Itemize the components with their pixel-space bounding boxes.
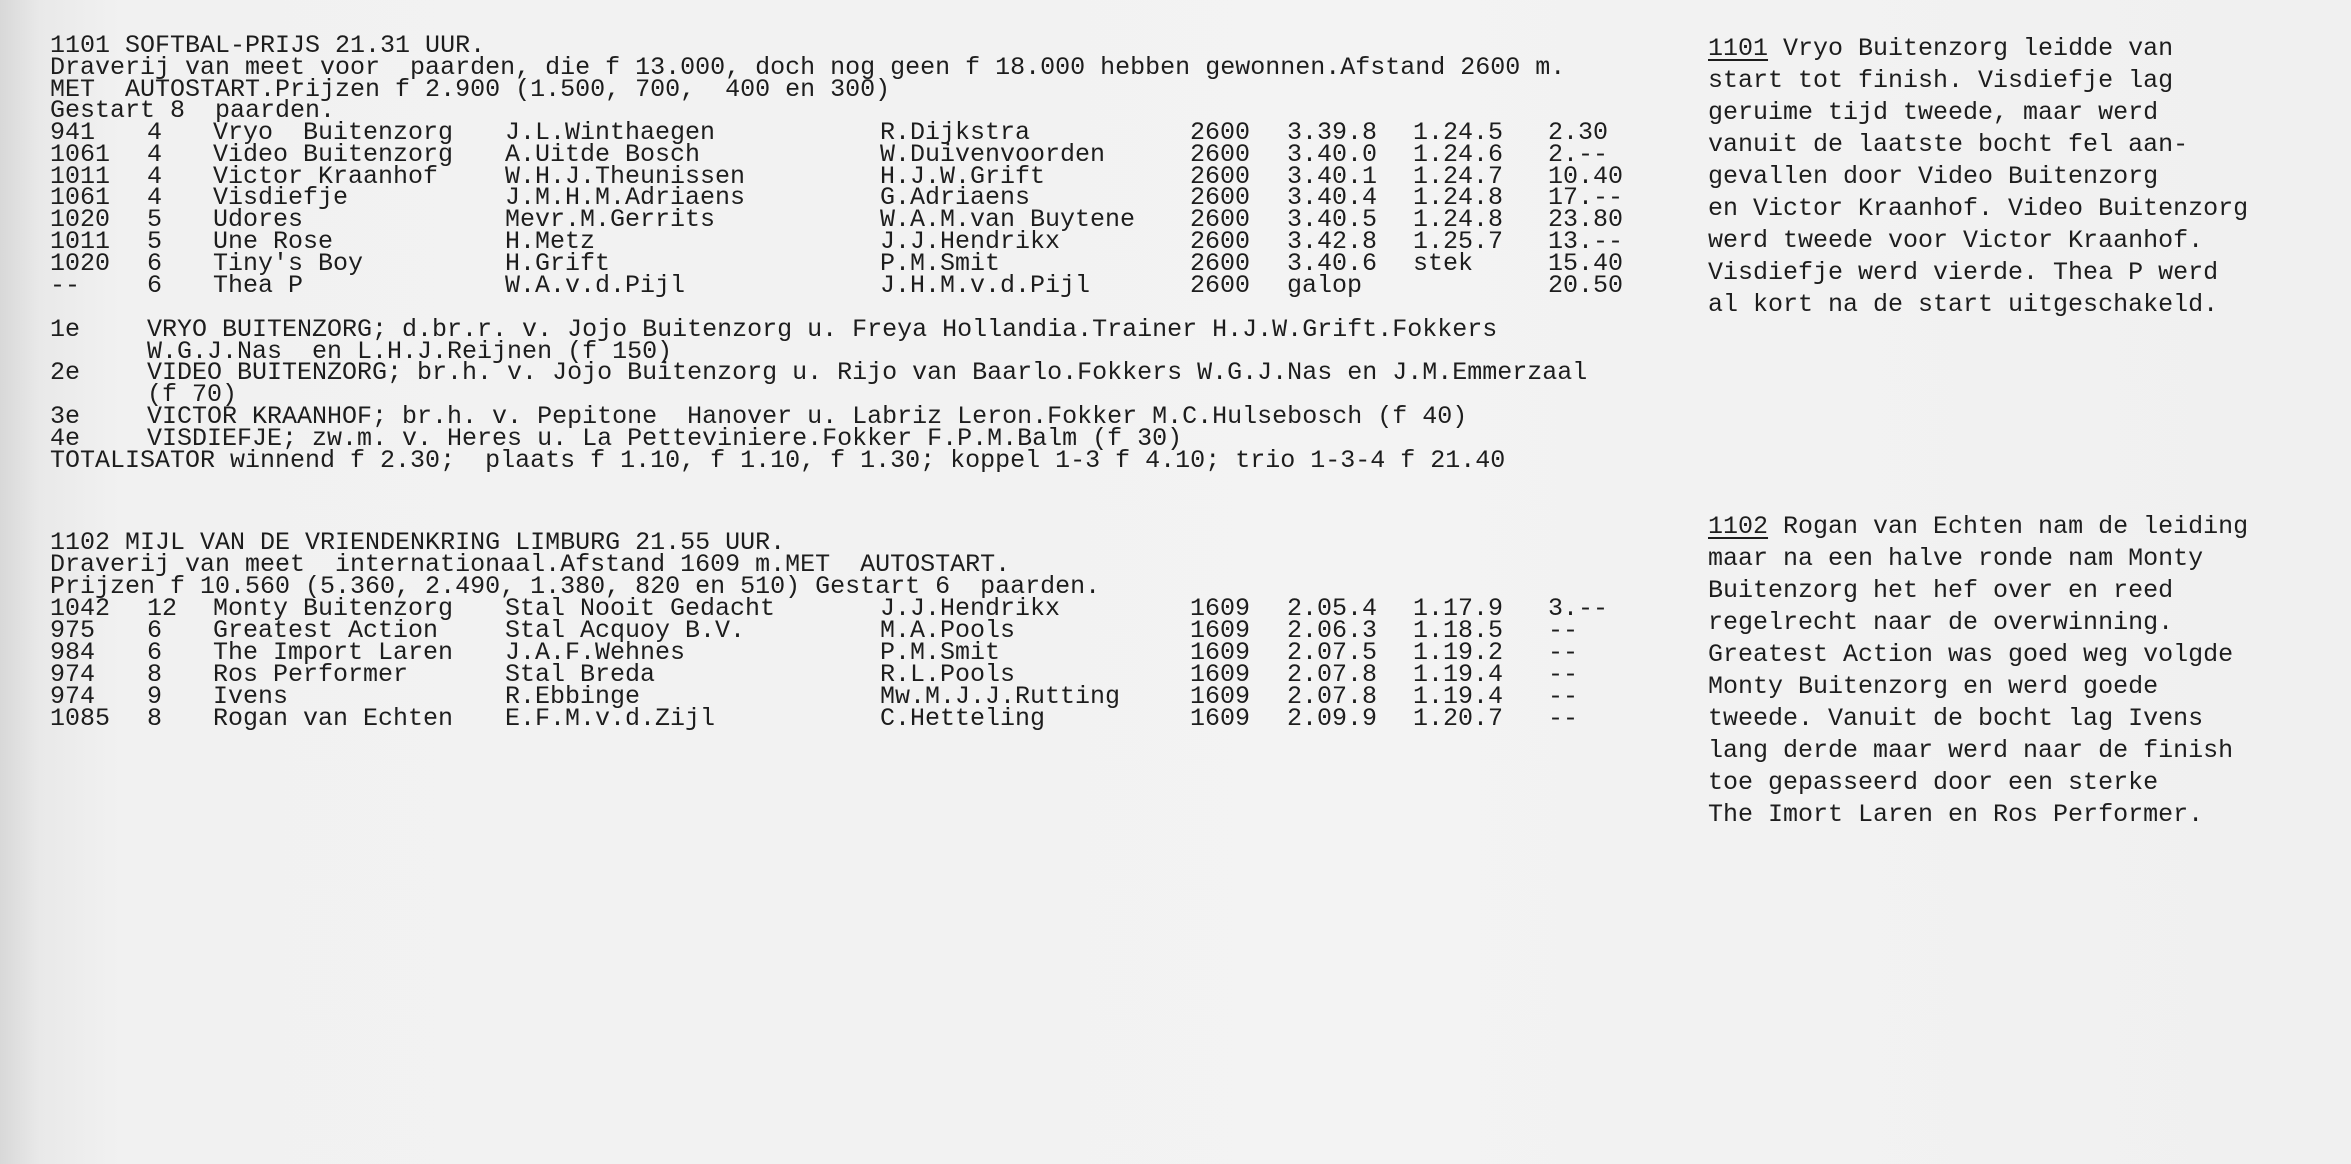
owner: Stal Nooit Gedacht (505, 594, 776, 623)
race1-totalisator: TOTALISATOR winnend f 2.30; plaats f 1.10, f 1.10, f 1.30; koppel 1-3 f 4.10; trio 1-3-4 f 21.40 (50, 446, 1506, 475)
placing-text: VICTOR KRAANHOF; br.h. v. Pepitone Hanover u. Labriz Leron.Fokker M.C.Hulsebosch (f 40) (147, 402, 1468, 431)
finish-time: 3.42.8 (1287, 227, 1378, 256)
driver: J.H.M.v.d.Pijl (880, 271, 1091, 300)
odds: -- (1548, 704, 1579, 733)
placing-text: (f 70) (147, 380, 238, 409)
note-line: vanuit de laatste bocht fel aan- (1708, 130, 2189, 159)
odds: -- (1548, 660, 1579, 689)
distance: 2600 (1190, 162, 1251, 191)
prev-race: -- (50, 271, 81, 300)
finish-time: 2.07.8 (1287, 660, 1378, 689)
note-line: Visdiefje werd vierde. Thea P werd (1708, 258, 2219, 287)
note-line: werd tweede voor Victor Kraanhof. (1708, 226, 2204, 255)
note-line: maar na een halve ronde nam Monty (1708, 544, 2204, 573)
horse-name: Vryo Buitenzorg (213, 118, 454, 147)
race1-commentary (1708, 33, 2348, 321)
note-line (1708, 33, 2348, 65)
driver: R.L.Pools (880, 660, 1016, 689)
owner: Stal Breda (505, 660, 656, 689)
driver: C.Hetteling (880, 704, 1046, 733)
placing-label: 4e (50, 424, 81, 453)
distance: 2600 (1190, 140, 1251, 169)
note-line: regelrecht naar de overwinning. (1708, 608, 2174, 637)
km-time: 1.24.5 (1413, 118, 1504, 147)
owner: A.Uitde Bosch (505, 140, 701, 169)
horse-name: Greatest Action (213, 616, 439, 645)
finish-time: 2.09.9 (1287, 704, 1378, 733)
horse-name: Rogan van Echten (213, 704, 454, 733)
placing-label: 1e (50, 315, 81, 344)
note-line: Greatest Action was goed weg volgde (1708, 640, 2234, 669)
odds: -- (1548, 616, 1579, 645)
driver: W.A.M.van Buytene (880, 205, 1136, 234)
prev-race: 975 (50, 616, 96, 645)
horse-age: 4 (147, 183, 163, 212)
horse-name: Visdiefje (213, 183, 349, 212)
placing-text: W.G.J.Nas en L.H.J.Reijnen (f 150) (147, 337, 673, 366)
odds: 3.-- (1548, 594, 1609, 623)
horse-name: Thea P (213, 271, 304, 300)
driver: Mw.M.J.J.Rutting (880, 682, 1121, 711)
odds: 10.40 (1548, 162, 1624, 191)
prev-race: 1011 (50, 162, 111, 191)
km-time: 1.24.8 (1413, 205, 1504, 234)
prev-race: 1061 (50, 140, 111, 169)
odds: 17.-- (1548, 183, 1624, 212)
note-line: toe gepasseerd door een sterke (1708, 768, 2159, 797)
note-line: tweede. Vanuit de bocht lag Ivens (1708, 704, 2204, 733)
race1-prizes: MET AUTOSTART.Prijzen f 2.900 (1.500, 700, 400 en 300) (50, 75, 891, 104)
distance: 1609 (1190, 638, 1251, 667)
note-race-number: 1101 (1708, 34, 1769, 63)
race2-header: 1102 MIJL VAN DE VRIENDENKRING LIMBURG 21.55 UUR. (50, 528, 786, 557)
km-time: 1.24.6 (1413, 140, 1504, 169)
owner: J.M.H.M.Adriaens (505, 183, 746, 212)
finish-time: 2.06.3 (1287, 616, 1378, 645)
placing-text: VISDIEFJE; zw.m. v. Heres u. La Petteviniere.Fokker F.P.M.Balm (f 30) (147, 424, 1183, 453)
horse-age: 5 (147, 205, 163, 234)
horse-name: Ros Performer (213, 660, 409, 689)
horse-name: Une Rose (213, 227, 334, 256)
note-text: Rogan van Echten nam de leiding (1768, 512, 2249, 541)
km-time: 1.25.7 (1413, 227, 1504, 256)
km-time: 1.24.8 (1413, 183, 1504, 212)
distance: 1609 (1190, 594, 1251, 623)
finish-time: 2.07.8 (1287, 682, 1378, 711)
note-line: al kort na de start uitgeschakeld. (1708, 290, 2219, 319)
distance: 2600 (1190, 183, 1251, 212)
km-time: stek (1413, 249, 1474, 278)
prev-race: 984 (50, 638, 96, 667)
owner: R.Ebbinge (505, 682, 641, 711)
distance: 2600 (1190, 249, 1251, 278)
placing-text: VRYO BUITENZORG; d.br.r. v. Jojo Buitenzorg u. Freya Hollandia.Trainer H.J.W.Grift.Fokkers (147, 315, 1498, 344)
km-time: 1.17.9 (1413, 594, 1504, 623)
prev-race: 1085 (50, 704, 111, 733)
race1-header: 1101 SOFTBAL-PRIJS 21.31 UUR. (50, 31, 486, 60)
owner: Mevr.M.Gerrits (505, 205, 716, 234)
note-line: lang derde maar werd naar de finish (1708, 736, 2234, 765)
horse-name: Monty Buitenzorg (213, 594, 454, 623)
driver: J.J.Hendrikx (880, 594, 1061, 623)
race2-conditions: Draverij van meet internationaal.Afstand 1609 m.MET AUTOSTART. (50, 550, 1011, 579)
placing-label: 2e (50, 358, 81, 387)
race2-prizes: Prijzen f 10.560 (5.360, 2.490, 1.380, 820 en 510) Gestart 6 paarden. (50, 572, 1101, 601)
horse-age: 9 (147, 682, 163, 711)
horse-name: Video Buitenzorg (213, 140, 454, 169)
km-time: 1.19.4 (1413, 660, 1504, 689)
km-time: 1.19.2 (1413, 638, 1504, 667)
horse-age: 6 (147, 271, 163, 300)
race1-runner-row (0, 270, 1700, 302)
distance: 1609 (1190, 660, 1251, 689)
horse-age: 5 (147, 227, 163, 256)
odds: 15.40 (1548, 249, 1624, 278)
distance: 1609 (1190, 682, 1251, 711)
horse-name: Ivens (213, 682, 289, 711)
race1-conditions: Draverij van meet voor paarden, die f 13.000, doch nog geen f 18.000 hebben gewonnen.Afstand 2600 m. (50, 53, 1566, 82)
driver: H.J.W.Grift (880, 162, 1046, 191)
note-line: geruime tijd tweede, maar werd (1708, 98, 2159, 127)
odds: 13.-- (1548, 227, 1624, 256)
finish-time: 3.39.8 (1287, 118, 1378, 147)
horse-name: Tiny's Boy (213, 249, 364, 278)
owner: Stal Acquoy B.V. (505, 616, 746, 645)
finish-time: 2.07.5 (1287, 638, 1378, 667)
note-line: Monty Buitenzorg en werd goede (1708, 672, 2159, 701)
km-time: 1.20.7 (1413, 704, 1504, 733)
note-line: The Imort Laren en Ros Performer. (1708, 800, 2204, 829)
odds: -- (1548, 638, 1579, 667)
km-time: 1.18.5 (1413, 616, 1504, 645)
placing-label: 3e (50, 402, 81, 431)
finish-time: 3.40.1 (1287, 162, 1378, 191)
driver: G.Adriaens (880, 183, 1031, 212)
horse-age: 4 (147, 118, 163, 147)
odds: 2.-- (1548, 140, 1609, 169)
driver: P.M.Smit (880, 638, 1001, 667)
distance: 2600 (1190, 271, 1251, 300)
race1-started: Gestart 8 paarden. (50, 96, 336, 125)
finish-time: 3.40.4 (1287, 183, 1378, 212)
horse-age: 12 (147, 594, 178, 623)
prev-race: 941 (50, 118, 96, 147)
note-line: en Victor Kraanhof. Video Buitenzorg (1708, 194, 2249, 223)
prev-race: 1011 (50, 227, 111, 256)
note-line: start tot finish. Visdiefje lag (1708, 66, 2174, 95)
note-line (1708, 511, 2348, 543)
horse-name: Udores (213, 205, 304, 234)
driver: W.Duivenvoorden (880, 140, 1106, 169)
horse-age: 4 (147, 140, 163, 169)
prev-race: 974 (50, 682, 96, 711)
odds: 2.30 (1548, 118, 1609, 147)
owner: J.L.Winthaegen (505, 118, 716, 147)
finish-time: 3.40.0 (1287, 140, 1378, 169)
prev-race: 1020 (50, 249, 111, 278)
race2-commentary (1708, 511, 2348, 831)
race2-runner-row (0, 703, 1700, 735)
distance: 2600 (1190, 118, 1251, 147)
placing-text: VIDEO BUITENZORG; br.h. v. Jojo Buitenzorg u. Rijo van Baarlo.Fokkers W.G.J.Nas en J.M.Emmerzaal (147, 358, 1588, 387)
horse-age: 4 (147, 162, 163, 191)
prev-race: 1020 (50, 205, 111, 234)
horse-age: 6 (147, 249, 163, 278)
horse-age: 6 (147, 616, 163, 645)
finish-time: 3.40.6 (1287, 249, 1378, 278)
horse-age: 8 (147, 660, 163, 689)
driver: P.M.Smit (880, 249, 1001, 278)
km-time: 1.24.7 (1413, 162, 1504, 191)
horse-age: 6 (147, 638, 163, 667)
owner: W.A.v.d.Pijl (505, 271, 686, 300)
finish-time: 2.05.4 (1287, 594, 1378, 623)
owner: H.Grift (505, 249, 611, 278)
distance: 1609 (1190, 704, 1251, 733)
note-race-number: 1102 (1708, 512, 1769, 541)
finish-time: 3.40.5 (1287, 205, 1378, 234)
note-line: Buitenzorg het hef over en reed (1708, 576, 2174, 605)
owner: J.A.F.Wehnes (505, 638, 686, 667)
horse-name: Victor Kraanhof (213, 162, 439, 191)
odds: 20.50 (1548, 271, 1624, 300)
owner: E.F.M.v.d.Zijl (505, 704, 716, 733)
driver: R.Dijkstra (880, 118, 1031, 147)
owner: W.H.J.Theunissen (505, 162, 746, 191)
horse-age: 8 (147, 704, 163, 733)
distance: 2600 (1190, 205, 1251, 234)
finish-time: galop (1287, 271, 1363, 300)
prev-race: 1061 (50, 183, 111, 212)
prev-race: 1042 (50, 594, 111, 623)
note-line: gevallen door Video Buitenzorg (1708, 162, 2159, 191)
odds: -- (1548, 682, 1579, 711)
km-time: 1.19.4 (1413, 682, 1504, 711)
prev-race: 974 (50, 660, 96, 689)
driver: J.J.Hendrikx (880, 227, 1061, 256)
driver: M.A.Pools (880, 616, 1016, 645)
distance: 2600 (1190, 227, 1251, 256)
owner: H.Metz (505, 227, 596, 256)
note-text: Vryo Buitenzorg leidde van (1768, 34, 2174, 63)
distance: 1609 (1190, 616, 1251, 645)
horse-name: The Import Laren (213, 638, 454, 667)
odds: 23.80 (1548, 205, 1624, 234)
